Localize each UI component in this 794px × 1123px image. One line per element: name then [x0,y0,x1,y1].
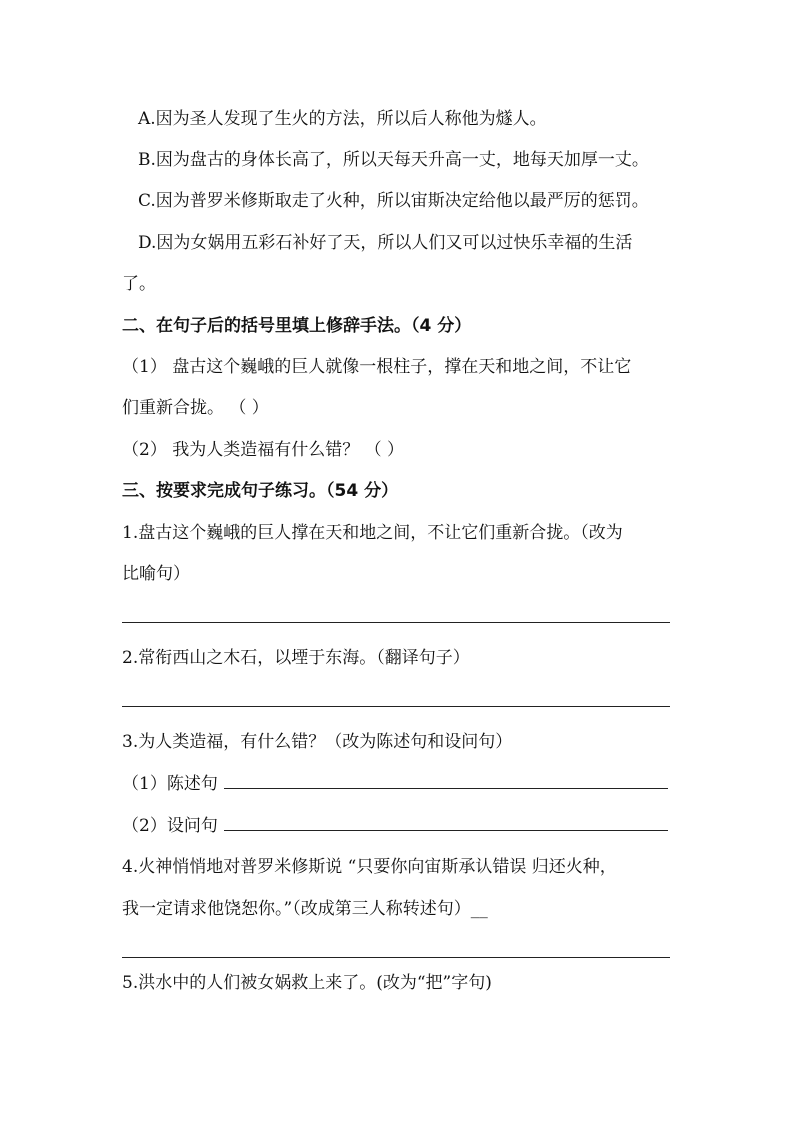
s3-q1-line1: 1.盘古这个巍峨的巨人撑在天和地之间，不让它们重新合拢。（改为 [122,523,623,543]
s3-q2: 2.常衔西山之木石，以堙于东海。（翻译句子） [122,648,470,668]
s3-q2-answer-line[interactable] [122,706,670,707]
s3-q3: 3.为人类造福，有什么错？（改为陈述句和设问句） [122,732,513,752]
option-d: D.因为女娲用五彩石补好了天，所以人们又可以过快乐幸福的生活 [138,233,633,253]
s2-q1-line1: （1） 盘古这个巍峨的巨人就像一根柱子，撑在天和地之间，不让它 [122,357,632,377]
s2-q2: （2） 我为人类造福有什么错？ （ ） [122,440,405,460]
s3-q3-a-row [122,772,668,795]
option-b: B.因为盘古的身体长高了，所以天每天升高一丈，地每天加厚一丈。 [138,150,649,170]
s3-q3-a-answer-line[interactable] [224,772,668,789]
s3-q4-answer-line[interactable] [122,957,670,958]
s3-q5: 5.洪水中的人们被女娲救上来了。(改为“把”字句) [122,973,492,993]
section-3-heading: 三、按要求完成句子练习。（54 分） [122,481,399,501]
option-c: C.因为普罗米修斯取走了火种，所以宙斯决定给他以最严厉的惩罚。 [138,191,649,211]
option-d-cont: 了。 [122,274,156,294]
section-2-heading: 二、在句子后的括号里填上修辞手法。（4 分） [122,316,472,336]
s3-q4-line1: 4.火神悄悄地对普罗米修斯说 “只要你向宙斯承认错误 归还火种， [122,857,617,877]
s3-q1-line2: 比喻句） [122,564,190,584]
s2-q1-line2: 们重新合拢。 （ ） [122,398,269,418]
option-a: A.因为圣人发现了生火的方法，所以后人称他为燧人。 [138,109,547,129]
s3-q1-answer-line[interactable] [122,622,670,623]
s3-q3-b-answer-line[interactable] [224,814,668,831]
s3-q3-b-row [122,814,668,837]
s3-q3-a-label: （1）陈述句 [122,774,218,794]
s3-q3-b-label: （2）设问句 [122,816,218,836]
s3-q4-line2: 我一定请求他饶恕你。”（改成第三人称转述句）__ [122,899,488,919]
